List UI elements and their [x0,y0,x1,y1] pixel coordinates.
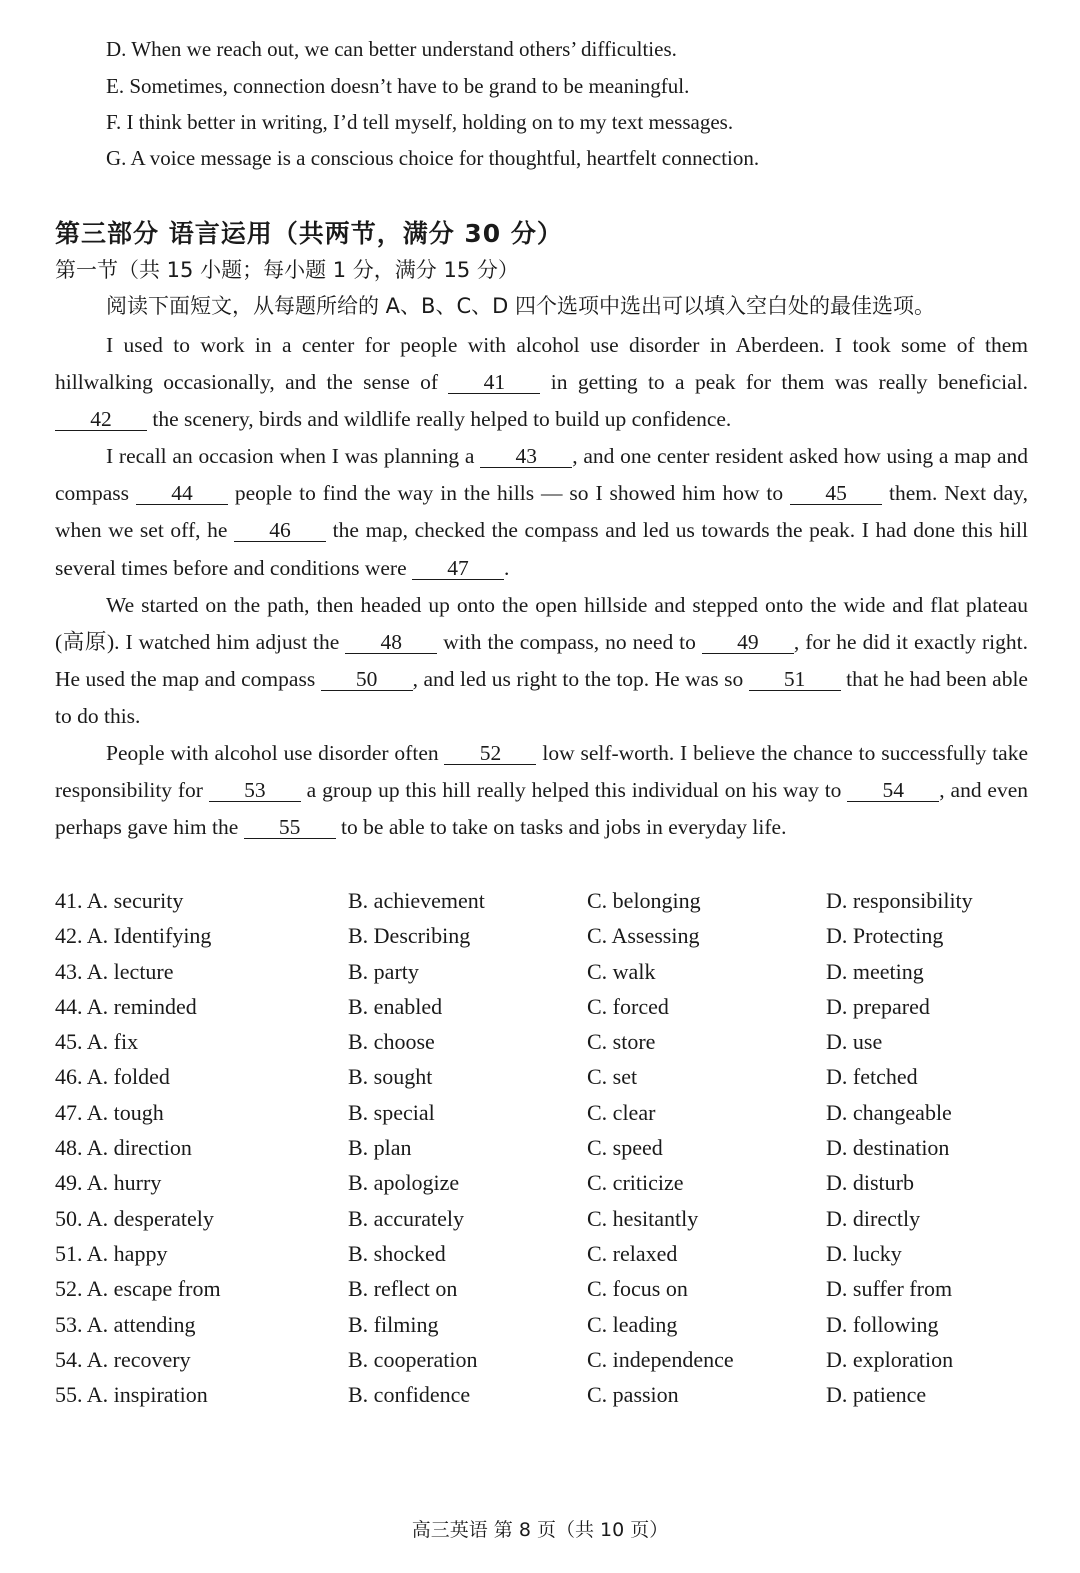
blank-55: 55 [244,816,336,839]
choice-row-45 [55,1024,1035,1059]
choice-row-41 [55,883,1035,918]
choice-d: D. exploration [826,1346,954,1372]
choice-b: B. cooperation [348,1346,478,1372]
blank-41: 41 [448,371,540,394]
choice-d: D. directly [826,1205,921,1231]
choice-b: B. special [348,1099,435,1125]
choice-d: D. prepared [826,993,930,1019]
choice-d: D. use [826,1029,883,1055]
choice-row-55 [55,1377,1035,1412]
blank-47: 47 [412,557,504,580]
choice-row-49 [55,1165,1035,1200]
choice-b: B. filming [348,1311,439,1337]
choice-c: C. focus on [587,1276,688,1302]
choice-c: C. leading [587,1311,678,1337]
choice-d: D. suffer from [826,1276,953,1302]
choice-row-51 [55,1236,1035,1271]
previous-option-f: F. I think better in writing, I’d tell myself, holding on to my text messages. [106,110,734,134]
choice-d: D. Protecting [826,923,944,949]
choice-c: C. speed [587,1135,663,1161]
choice-a: 41. A. security [55,888,184,913]
previous-option-e: E. Sometimes, connection doesn’t have to be grand to be meaningful. [106,74,690,98]
choice-row-43 [55,954,1035,989]
choice-a: 55. A. inspiration [55,1382,208,1408]
paragraph-3: We started on the path, then headed up onto the open hillside and stepped onto the wide and flat plateau (高原). I watched him adjust the 48 with the compass, no need to 49 , for he did it exactly right. He used the map and compass 50 , and led us right to the top. He was so 51 that he had been able to do this. [55,592,1029,728]
choice-b: B. confidence [348,1382,471,1408]
choice-a: 42. A. Identifying [55,923,212,949]
choice-b: B. enabled [348,993,443,1019]
choice-row-44 [55,989,1035,1024]
choice-a: 52. A. escape from [55,1276,221,1302]
blank-43: 43 [480,445,572,468]
choice-a: 50. A. desperately [55,1205,214,1231]
choice-d: D. responsibility [826,888,973,913]
choice-c: C. criticize [587,1170,684,1196]
blank-46: 46 [234,519,326,542]
choice-a: 51. A. happy [55,1240,168,1266]
blank-51: 51 [749,668,841,691]
choice-b: B. reflect on [348,1276,458,1302]
section-subtitle: 第一节（共 15 小题；每小题 1 分，满分 15 分） [55,258,519,282]
choice-row-46 [55,1059,1035,1094]
choice-d: D. following [826,1311,939,1337]
blank-49: 49 [702,631,794,654]
previous-option-d: D. When we reach out, we can better understand others’ difficulties. [106,37,677,61]
blank-48: 48 [345,631,437,654]
choice-a: 43. A. lecture [55,958,174,984]
choice-c: C. passion [587,1382,679,1408]
paragraph-1: I used to work in a center for people with alcohol use disorder in Aberdeen. I took some of them hillwalking occasionally, and the sense of 41 in getting to a peak for them was really beneficial. 42 the scenery, birds and wildlife really helped to build up confidence. [55,333,1028,432]
choice-row-47 [55,1095,1035,1130]
choice-row-54 [55,1342,1035,1377]
choice-c: C. independence [587,1346,734,1372]
choice-d: D. disturb [826,1170,914,1196]
choice-d: D. lucky [826,1240,902,1266]
choice-a: 49. A. hurry [55,1170,162,1196]
choice-b: B. accurately [348,1205,465,1231]
choice-d: D. destination [826,1135,950,1161]
choice-c: C. relaxed [587,1240,678,1266]
choice-a: 44. A. reminded [55,993,197,1019]
choice-row-53 [55,1307,1035,1342]
choice-b: B. plan [348,1135,412,1161]
choice-c: C. set [587,1064,638,1090]
choice-a: 45. A. fix [55,1029,139,1055]
blank-45: 45 [790,482,882,505]
choice-c: C. clear [587,1099,656,1125]
choice-row-52 [55,1271,1035,1306]
choice-d: D. meeting [826,958,924,984]
choice-c: C. store [587,1029,656,1055]
choice-b: B. achievement [348,888,485,913]
choice-d: D. patience [826,1382,927,1408]
choice-b: B. party [348,958,419,984]
choice-row-48 [55,1130,1035,1165]
blank-42: 42 [55,408,147,431]
choice-b: B. Describing [348,923,471,949]
choice-c: C. hesitantly [587,1205,699,1231]
page-footer: 高三英语 第 8 页（共 10 页） [411,1519,669,1541]
choice-c: C. walk [587,958,656,984]
choice-row-50 [55,1201,1035,1236]
choice-d: D. changeable [826,1099,952,1125]
blank-44: 44 [136,482,228,505]
blank-52: 52 [444,742,536,765]
choices-list [55,883,1035,1412]
passage [55,327,1028,846]
blank-50: 50 [321,668,413,691]
choice-c: C. Assessing [587,923,700,949]
paragraph-2: I recall an occasion when I was planning a 43 , and one center resident asked how using a map and compass 44 people to find the way in the hills — so I showed him how to 45 them. Next day, when we set off, he 46 the map, checked the compass and led us towards the peak. I had done this hill several times before and conditions were 47 . [55,444,1029,580]
choice-b: B. sought [348,1064,433,1090]
choice-a: 47. A. tough [55,1099,164,1125]
choice-row-42 [55,918,1035,953]
choice-c: C. belonging [587,888,701,913]
choice-c: C. forced [587,993,669,1019]
choice-b: B. apologize [348,1170,460,1196]
blank-54: 54 [847,779,939,802]
choice-a: 46. A. folded [55,1064,170,1090]
choice-a: 54. A. recovery [55,1346,191,1372]
choice-b: B. choose [348,1029,435,1055]
choice-a: 48. A. direction [55,1135,192,1161]
instruction: 阅读下面短文，从每题所给的 A、B、C、D 四个选项中选出可以填入空白处的最佳选项。 [106,294,935,318]
paragraph-4: People with alcohol use disorder often 52 low self-worth. I believe the chance to successfully take responsibility for 53 a group up this hill really helped this individual on his way to 54 , and even perhaps gave him the 55 to be able to take on tasks and jobs in everyday life. [55,741,1029,840]
blank-53: 53 [209,779,301,802]
choice-b: B. shocked [348,1240,446,1266]
choice-d: D. fetched [826,1064,918,1090]
choice-a: 53. A. attending [55,1311,196,1337]
section-title: 第三部分 语言运用（共两节，满分 30 分） [55,219,563,248]
previous-option-g: G. A voice message is a conscious choice for thoughtful, heartfelt connection. [106,146,760,170]
